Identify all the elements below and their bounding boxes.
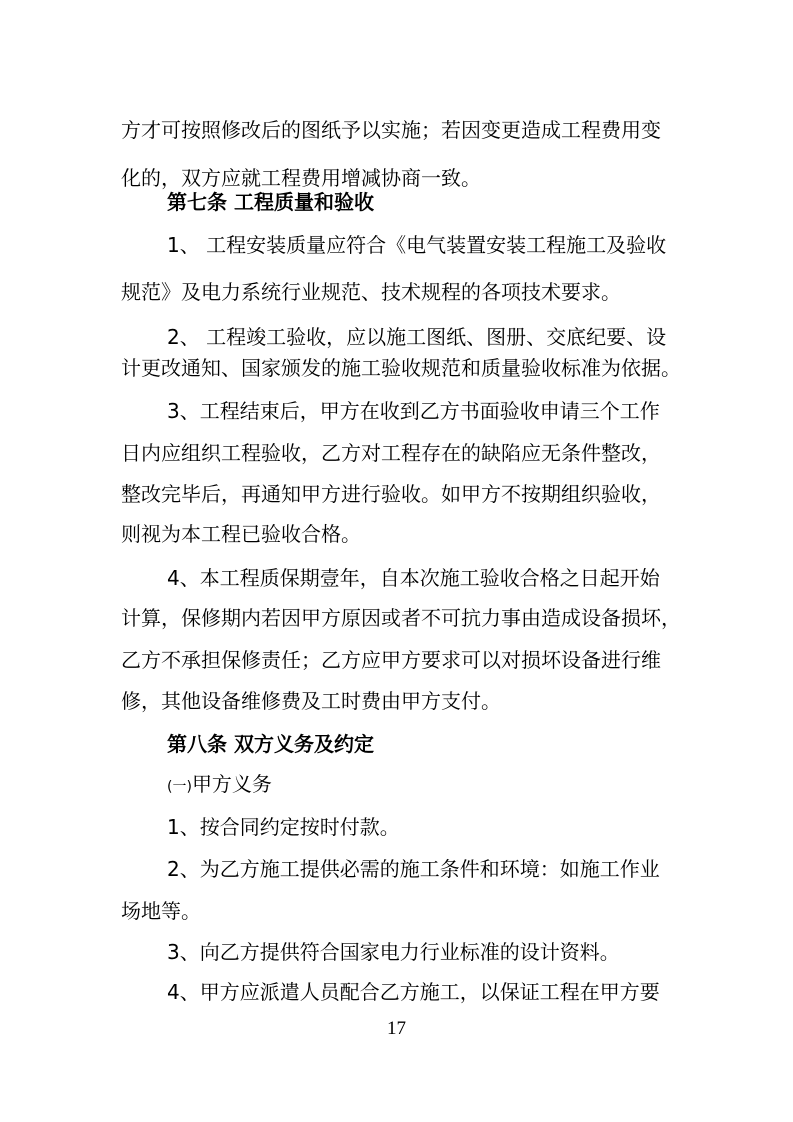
paragraph-line: 4、本工程质保期壹年，自本次施工验收合格之日起开始 — [167, 566, 660, 590]
paragraph-line: 2、 工程竣工验收，应以施工图纸、图册、交底纪要、设 — [167, 325, 667, 349]
page-number: 17 — [387, 1018, 406, 1039]
paragraph-line: 场地等。 — [121, 899, 201, 923]
paragraph-line: 方才可按照修改后的图纸予以实施；若因变更造成工程费用变 — [121, 118, 661, 142]
paragraph-line: 3、向乙方提供符合国家电力行业标准的设计资料。 — [167, 940, 620, 964]
paragraph-line: 乙方不承担保修责任；乙方应甲方要求可以对损坏设备进行维 — [121, 648, 661, 672]
paragraph-line: 化的，双方应就工程费用增减协商一致。 — [121, 166, 481, 190]
paragraph-line: 2、为乙方施工提供必需的施工条件和环境：如施工作业 — [167, 857, 660, 881]
paragraph-line: 1、按合同约定按时付款。 — [167, 815, 400, 839]
paragraph-line: 计算，保修期内若因甲方原因或者不可抗力事由造成设备损坏， — [121, 606, 681, 630]
paragraph-line: 规范》及电力系统行业规范、技术规程的各项技术要求。 — [121, 280, 621, 304]
paragraph-line: 修，其他设备维修费及工时费由甲方支付。 — [121, 689, 501, 713]
paragraph-line: 3、工程结束后，甲方在收到乙方书面验收申请三个工作 — [167, 399, 660, 423]
section-heading: 第八条 双方义务及约定 — [167, 732, 374, 756]
paragraph-line: 1、 工程安装质量应符合《电气装置安装工程施工及验收 — [167, 233, 667, 257]
paragraph-line: 日内应组织工程验收，乙方对工程存在的缺陷应无条件整改， — [121, 441, 661, 465]
section-heading: 第七条 工程质量和验收 — [167, 190, 374, 214]
subsection-heading — [167, 770, 272, 801]
paragraph-line: 计更改通知、国家颁发的施工验收规范和质量验收标准为依据。 — [121, 356, 681, 380]
paragraph-line: 整改完毕后，再通知甲方进行验收。如甲方不按期组织验收， — [121, 482, 661, 506]
subsection-title: 甲方义务 — [191, 772, 272, 796]
paragraph-line: 则视为本工程已验收合格。 — [121, 522, 361, 546]
paragraph-line: 4、甲方应派遣人员配合乙方施工，以保证工程在甲方要 — [167, 980, 660, 1004]
subsection-marker: (一) — [167, 779, 192, 795]
